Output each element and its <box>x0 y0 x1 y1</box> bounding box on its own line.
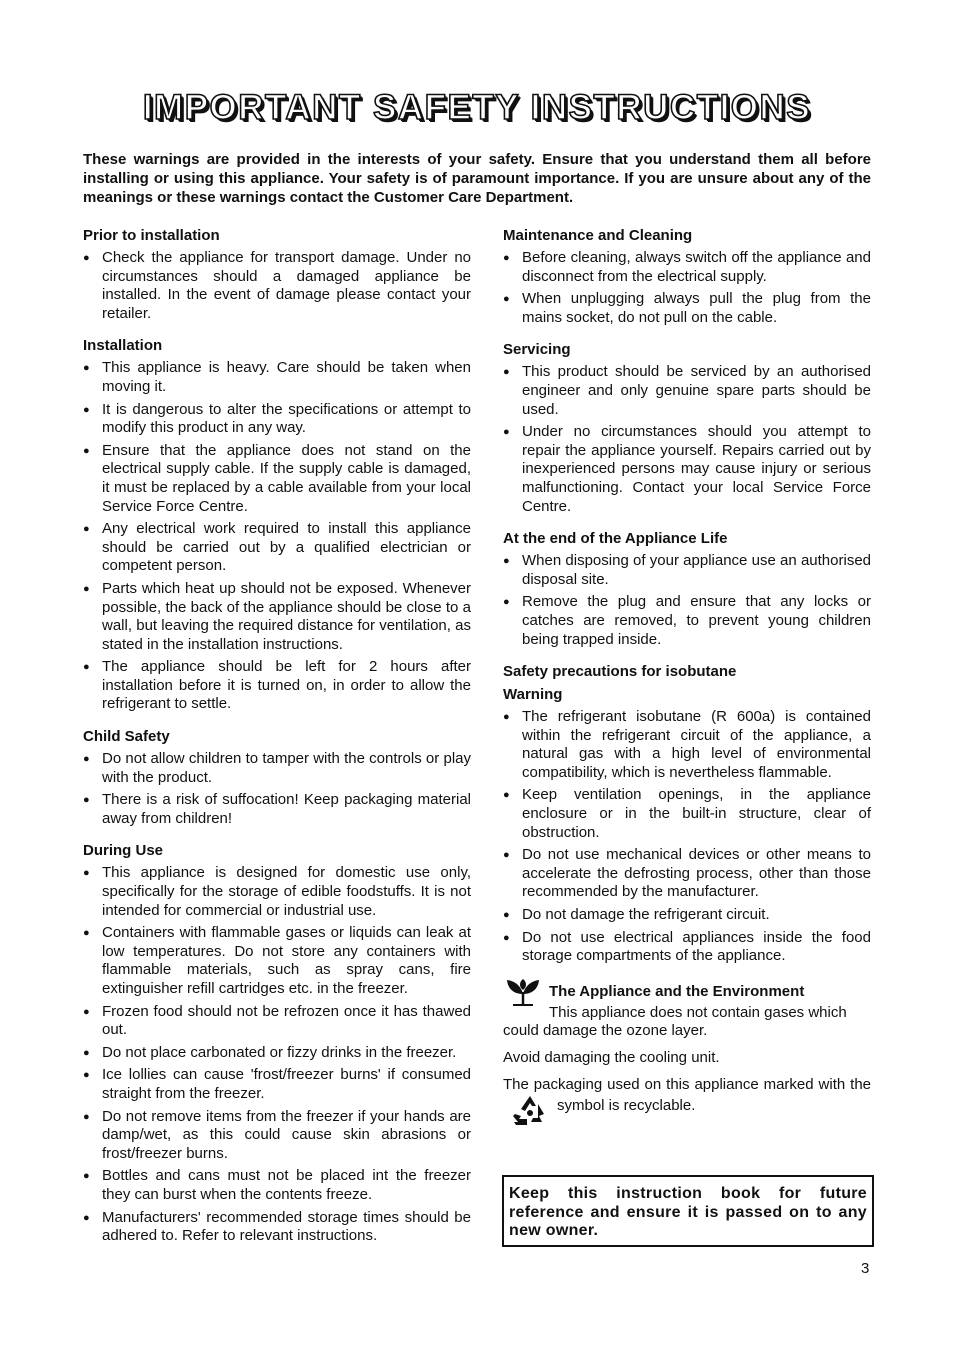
list-item: ● Bottles and cans must not be placed int the freezer they can burst when the contents freeze. <box>83 1167 471 1204</box>
section-servicing <box>503 340 871 516</box>
list-item: ● Do not use electrical appliances inside the food storage compartments of the appliance. <box>503 929 871 966</box>
list-item: ● It is dangerous to alter the specifications or attempt to modify this product in any way. <box>83 401 471 438</box>
recycle-text-after: symbol is recyclable. <box>557 1097 696 1115</box>
list-item: ● Under no circumstances should you attempt to repair the appliance yourself. Repairs carried out by inexperienced persons may cause injury or serious malfunctioning. Contact your local Service Force Centre. <box>503 423 871 516</box>
warning-subheading: Warning <box>503 686 563 704</box>
section-heading: Child Safety <box>83 728 170 746</box>
list-item: ● Do not use mechanical devices or other means to accelerate the defrosting process, other than those recommended by the manufacturer. <box>503 846 871 902</box>
page-number: 3 <box>861 1260 870 1277</box>
section-heading: During Use <box>83 842 164 860</box>
section-prior-to-installation <box>83 226 471 323</box>
list-item: ● Do not remove items from the freezer if your hands are damp/wet, as this could cause skin abrasions or frost/freezer burns. <box>83 1108 471 1164</box>
list-item: ● Ensure that the appliance does not stand on the electrical supply cable. If the supply cable is damaged, it must be replaced by a cable available from your local Service Force Centre. <box>83 442 471 516</box>
section-during-use <box>83 841 471 1245</box>
list-item: ● Do not damage the refrigerant circuit. <box>503 906 871 925</box>
list-item: ● Parts which heat up should not be exposed. Whenever possible, the back of the appliance should be close to a wall, but leaving the required distance for ventilation, as stated in the installation instructions. <box>83 580 471 654</box>
list-item: ● Containers with flammable gases or liquids can leak at low temperatures. Do not store any containers with flammable materials, such as spray cans, fire extinguisher refill cartridges etc. in the freezer. <box>83 924 471 998</box>
list-item: ● Remove the plug and ensure that any locks or catches are removed, to prevent young children being trapped inside. <box>503 593 871 649</box>
environment-text-recycle <box>503 1076 871 1129</box>
environment-text-line1: This appliance does not contain gases which <box>549 1003 847 1021</box>
list-item: ● This appliance is designed for domestic use only, specifically for the storage of edible foodstuffs. It is not intended for commercial or industrial use. <box>83 864 471 920</box>
section-installation <box>83 336 471 714</box>
list-item: ● The refrigerant isobutane (R 600a) is contained within the refrigerant circuit of the appliance, a natural gas with a high level of environmental compatibility, which is nevertheless flammable. <box>503 708 871 782</box>
section-heading: Maintenance and Cleaning <box>503 227 693 244</box>
list-item: ● Before cleaning, always switch off the appliance and disconnect from the electrical supply. <box>503 249 871 286</box>
list-item: ● When unplugging always pull the plug from the mains socket, do not pull on the cable. <box>503 290 871 327</box>
section-heading: Installation <box>83 337 163 355</box>
section-heading: At the end of the Appliance Life <box>503 530 728 548</box>
section-heading: Servicing <box>503 341 571 359</box>
left-column <box>83 226 471 1259</box>
list-item: ● Any electrical work required to install this appliance should be carried out by a qualified electrician or competent person. <box>83 520 471 576</box>
recycle-icon <box>511 1094 549 1128</box>
section-end-of-life <box>503 529 871 649</box>
section-isobutane <box>503 662 871 966</box>
list-item: ● The appliance should be left for 2 hours after installation before it is turned on, in order to allow the refrigerant to settle. <box>83 658 471 714</box>
section-heading: Prior to installation <box>83 227 220 244</box>
intro-warning: These warnings are provided in the interests of your safety. Ensure that you understand them all before installing or using this appliance. Your safety is of paramount importance. If you are unsure about any of the meanings or these warnings contact the Customer Care Department. <box>83 151 871 206</box>
keep-instruction-notice: Keep this instruction book for future reference and ensure it is passed on to any new owner. <box>502 1175 874 1247</box>
list-item: ● Ice lollies can cause 'frost/freezer burns' if consumed straight from the freezer. <box>83 1066 471 1103</box>
list-item: ● Do not allow children to tamper with the controls or play with the product. <box>83 750 471 787</box>
environment-heading: The Appliance and the Environment <box>549 982 805 1000</box>
list-item: ● When disposing of your appliance use an authorised disposal site. <box>503 552 871 589</box>
plant-icon <box>505 978 541 1006</box>
right-column <box>503 226 871 1128</box>
list-item: ● There is a risk of suffocation! Keep packaging material away from children! <box>83 791 471 828</box>
list-item: ● Do not place carbonated or fizzy drinks in the freezer. <box>83 1044 471 1063</box>
list-item: ● This appliance is heavy. Care should be taken when moving it. <box>83 359 471 396</box>
list-item: ● Frozen food should not be refrozen once it has thawed out. <box>83 1003 471 1040</box>
section-child-safety <box>83 727 471 828</box>
environment-section <box>503 982 871 1128</box>
list-item: ● Keep ventilation openings, in the appliance enclosure or in the built-in structure, clear of obstruction. <box>503 786 871 842</box>
list-item: ● Check the appliance for transport damage. Under no circumstances should a damaged appliance be installed. In the event of damage please contact your retailer. <box>83 249 471 323</box>
section-heading: Safety precautions for isobutane <box>503 663 737 681</box>
page-title: IMPORTANT SAFETY INSTRUCTIONS <box>142 88 812 127</box>
section-maintenance-and-cleaning <box>503 226 871 327</box>
environment-text-cooling: Avoid damaging the cooling unit. <box>503 1049 720 1066</box>
list-item: ● Manufacturers' recommended storage times should be adhered to. Refer to relevant instructions. <box>83 1209 471 1246</box>
list-item: ● This product should be serviced by an authorised engineer and only genuine spare parts should be used. <box>503 363 871 419</box>
recycle-text-before: The packaging used on this appliance marked with the <box>503 1075 871 1093</box>
environment-text-line1-cont: could damage the ozone layer. <box>503 1022 708 1040</box>
